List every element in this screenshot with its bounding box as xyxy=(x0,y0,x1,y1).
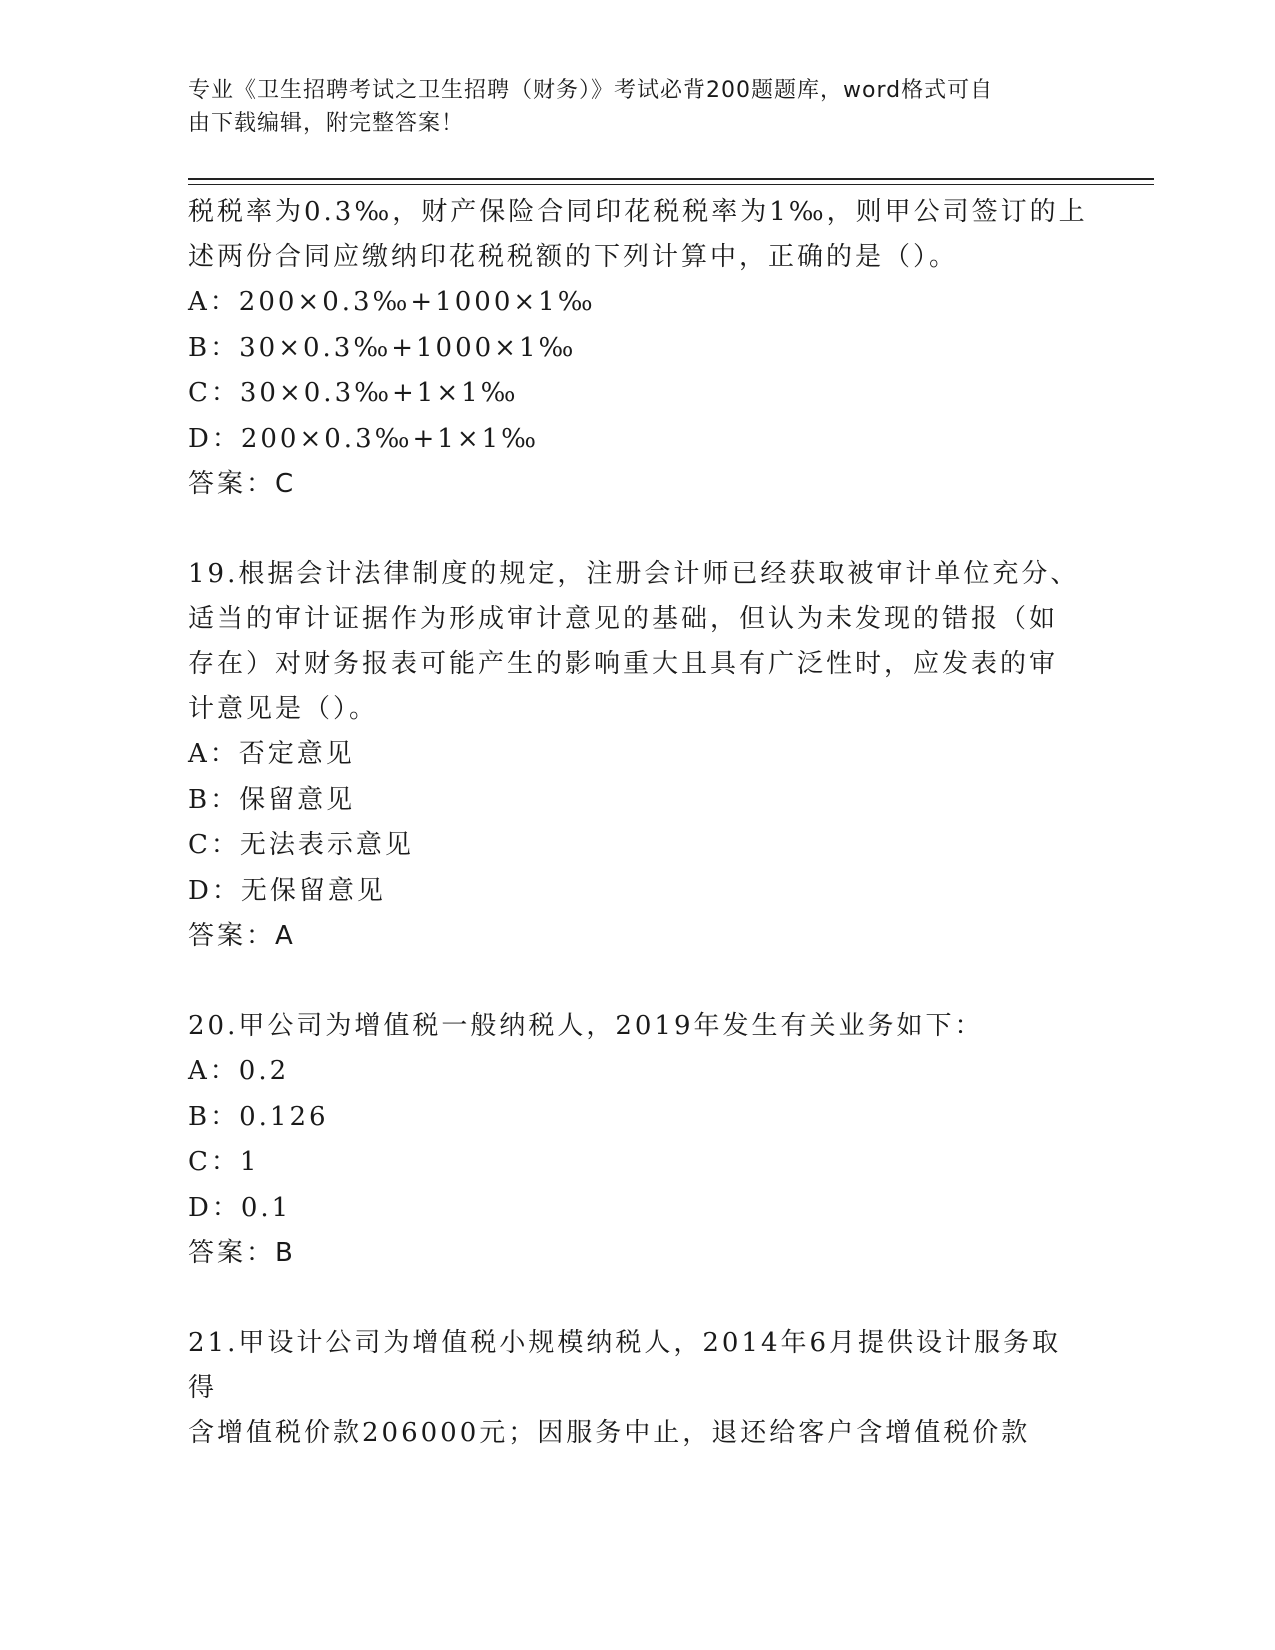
document-header xyxy=(188,74,1088,140)
question-20 xyxy=(188,1004,1088,1276)
spacer xyxy=(188,507,1088,552)
question-stem-line: 19.根据会计法律制度的规定，注册会计师已经获取被审计单位充分、 xyxy=(188,559,1080,589)
question-stem-line: 税税率为0.3‰，财产保险合同印花税税率为1‰，则甲公司签订的上 xyxy=(188,197,1088,227)
question-stem-line: 计意见是（）。 xyxy=(188,694,379,724)
question-21 xyxy=(188,1321,1088,1456)
document-body xyxy=(188,190,1088,1456)
question-stem-line: 含增值税价款206000元；因服务中止，退还给客户含增值税价款 xyxy=(188,1418,1031,1448)
header-divider-thick xyxy=(188,178,1154,180)
option-c: C：30×0.3‰+1×1‰ xyxy=(188,378,519,408)
option-d: D：0.1 xyxy=(188,1192,292,1223)
header-divider-thin xyxy=(188,184,1154,185)
question-stem-line: 存在）对财务报表可能产生的影响重大且具有广泛性时，应发表的审 xyxy=(188,649,1059,679)
question-stem-line: 述两份合同应缴纳印花税税额的下列计算中，正确的是（）。 xyxy=(188,242,959,272)
spacer xyxy=(188,959,1088,1004)
header-line-2: 由下载编辑，附完整答案！ xyxy=(188,111,465,136)
spacer xyxy=(188,1276,1088,1321)
option-b: B：0.126 xyxy=(188,1101,329,1132)
answer-line: 答案：C xyxy=(188,469,297,499)
header-line-1: 专业《卫生招聘考试之卫生招聘（财务）》考试必背200题题库，word格式可自 xyxy=(188,78,994,103)
option-b: B：30×0.3‰+1000×1‰ xyxy=(188,332,577,363)
option-c: C：无法表示意见 xyxy=(188,830,414,860)
option-c: C：1 xyxy=(188,1147,260,1177)
option-d: D：无保留意见 xyxy=(188,875,386,906)
question-stem-line: 20.甲公司为增值税一般纳税人，2019年发生有关业务如下： xyxy=(188,1011,984,1041)
question-19 xyxy=(188,552,1088,959)
question-stem-line: 适当的审计证据作为形成审计意见的基础，但认为未发现的错报（如 xyxy=(188,604,1059,634)
option-a: A：200×0.3‰+1000×1‰ xyxy=(188,287,596,317)
answer-line: 答案：B xyxy=(188,1238,296,1268)
option-a: A：0.2 xyxy=(188,1056,290,1086)
question-18 xyxy=(188,190,1088,507)
question-stem-line: 21.甲设计公司为增值税小规模纳税人，2014年6月提供设计服务取得 xyxy=(188,1328,1062,1403)
option-b: B：保留意见 xyxy=(188,784,356,815)
option-a: A：否定意见 xyxy=(188,739,355,769)
answer-line: 答案：A xyxy=(188,921,296,951)
option-d: D：200×0.3‰+1×1‰ xyxy=(188,423,540,454)
